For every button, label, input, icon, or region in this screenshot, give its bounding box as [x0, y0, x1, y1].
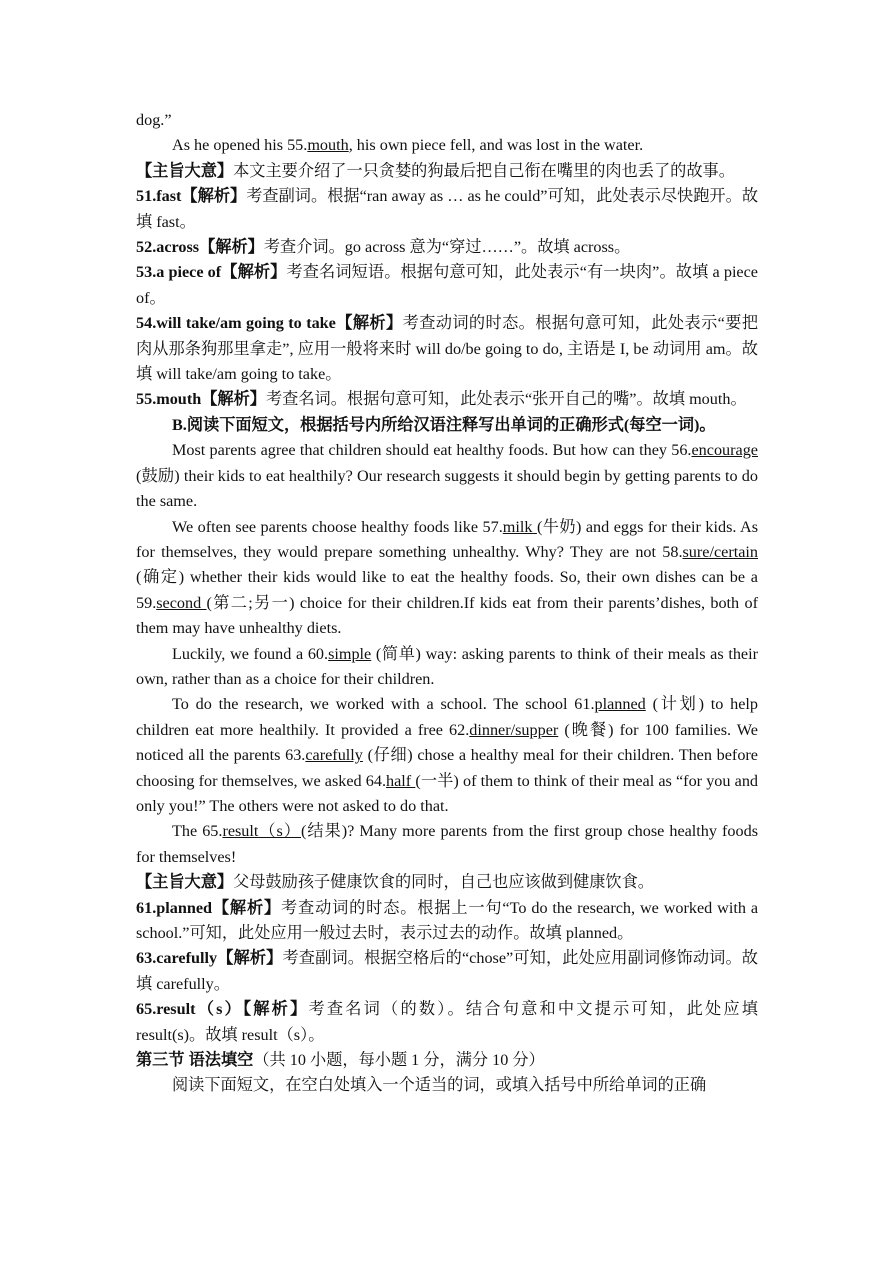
analysis-tag: 【解析】 [201, 390, 266, 409]
summary-label: 【主旨大意】 [136, 873, 234, 892]
text-span: (简单) way: asking parents to think of their meals as their own, rather than as a choice for their children. [136, 644, 758, 688]
analysis-tag: 【解析】 [212, 898, 282, 917]
summary-text: 本文主要介绍了一只贪婪的狗最后把自己衔在嘴里的肉也丢了的故事。 [233, 161, 735, 180]
analysis-text: 考查副词。根据“ran away as … as he could”可知，此处表示尽快跑开。故填 fast。 [136, 187, 759, 231]
answer-item-65 [136, 997, 758, 1048]
answer-55: mouth [307, 136, 349, 155]
analysis-tag: 【解析】 [335, 314, 403, 333]
summary-label: 【主旨大意】 [136, 161, 234, 180]
analysis-tag: 【解析】 [243, 1000, 309, 1019]
answer-key: 54.will take/am going to take [136, 314, 336, 333]
text-span: (仔细) chose a healthy meal for their children. Then before choosing for themselves, we asked 64. [136, 746, 758, 790]
answer-item-55 [136, 387, 758, 412]
answer-item-51 [136, 184, 758, 235]
answer-item-52 [136, 235, 758, 260]
text-span: (第二;另一) choice for their children.If kids eat from their parents’dishes, both of them may have unhealthy diets. [136, 593, 758, 638]
answer-item-61 [136, 896, 758, 947]
answer-59: second [156, 593, 207, 612]
section-3-title: 第三节 语法填空 [136, 1051, 254, 1070]
answer-item-63 [136, 946, 758, 997]
text-span: As he opened his 55. [172, 136, 308, 155]
answer-key: 55.mouth [136, 390, 202, 409]
section-b-heading: B.阅读下面短文，根据括号内所给汉语注释写出单词的正确形式(每空一词)。 [172, 415, 716, 434]
answer-key: 52.across [136, 238, 200, 257]
text-span: (晚餐) for 100 families. We noticed all the parents 63. [136, 720, 758, 765]
analysis-tag: 【解析】 [181, 187, 247, 206]
passage-b-paragraph-2 [136, 515, 758, 642]
passage-b-paragraph-1 [136, 438, 758, 514]
answer-key: 63.carefully [136, 949, 218, 968]
passage-b-paragraph-4 [136, 692, 758, 819]
text-span: Most parents agree that children should eat healthy foods. But how can they 56. [172, 441, 692, 460]
document-page [136, 108, 758, 1099]
analysis-text: 考查介词。go across 意为“穿过……”。故填 across。 [263, 238, 631, 257]
passage-a-paragraph-55 [136, 133, 758, 158]
passage-a-line: dog.” [136, 111, 172, 129]
answer-key: 65.result（s） [136, 1000, 243, 1019]
analysis-tag: 【解析】 [217, 949, 283, 968]
answer-62: dinner/supper [469, 720, 559, 739]
text-span: (鼓励) their kids to eat healthily? Our research suggests it should begin by getting parents to do the same. [136, 466, 758, 511]
text-span: We often see parents choose healthy foods like 57. [172, 517, 503, 536]
analysis-text: 考查名词。根据句意可知，此处表示“张开自己的嘴”。故填 mouth。 [265, 390, 747, 409]
analysis-text: 考查动词的时态。根据上一句“To do the research, we worked with a school.”可知，此处应用一般过去时，表示过去的动作。故填 planned。 [136, 898, 759, 942]
answer-56: encourage [691, 441, 758, 460]
section-3-desc: （共 10 小题，每小题 1 分，满分 10 分） [253, 1051, 545, 1070]
text-span: (牛奶) and eggs for their kids. As for themselves, they would prepare something unhealthy. Why? They are not 58. [136, 517, 758, 561]
analysis-text: 考查副词。根据空格后的“chose”可知，此处应用副词修饰动词。故填 carefully。 [136, 949, 758, 993]
text-span: The 65. [172, 822, 223, 841]
summary-text: 父母鼓励孩子健康饮食的同时，自己也应该做到健康饮食。 [233, 873, 654, 892]
analysis-text: 考查名词（的数）。结合句意和中文提示可知，此处应填 result(s)。故填 result（s）。 [136, 1000, 758, 1044]
answer-key: 61.planned [136, 898, 213, 917]
text-span: To do the research, we worked with a school. The school 61. [172, 695, 595, 714]
answer-item-53 [136, 260, 758, 311]
analysis-tag: 【解析】 [199, 238, 264, 257]
summary-b [136, 870, 758, 895]
answer-61: planned [594, 695, 646, 714]
text-span: (一半) of them to think of their meal as “for you and only you!” The others were not asked to do that. [136, 771, 759, 815]
answer-60: simple [328, 644, 372, 663]
answer-key: 51.fast [136, 187, 182, 206]
answer-63: carefully [305, 746, 363, 765]
summary-a [136, 159, 758, 184]
analysis-tag: 【解析】 [221, 263, 287, 282]
text-span: (计划) to help children eat more healthily. It provided a free 62. [136, 695, 758, 739]
section-3-heading [136, 1048, 758, 1073]
text-span: (结果)? Many more parents from the first group chose healthy foods for themselves! [136, 822, 758, 866]
answer-57: milk [502, 517, 537, 536]
answer-key: 53.a piece of [136, 263, 222, 282]
answer-58: sure/certain [682, 542, 758, 561]
text-span: Luckily, we found a 60. [172, 644, 329, 663]
passage-b-paragraph-5 [136, 819, 758, 870]
passage-b-paragraph-3 [136, 642, 758, 693]
analysis-text: 考查动词的时态。根据句意可知，此处表示“要把肉从那条狗那里拿走”, 应用一般将来时 will do/be going to do, 主语是 I, be 动词用 am。故填 will take/am going to take。 [136, 314, 759, 384]
analysis-text: 考查名词短语。根据句意可知，此处表示“有一块肉”。故填 a piece of。 [136, 263, 758, 307]
answer-64: half [386, 771, 416, 790]
answer-65: result（s） [222, 822, 302, 841]
answer-item-54 [136, 311, 758, 387]
section-3-instruction: 阅读下面短文，在空白处填入一个适当的词，或填入括号中所给单词的正确 [172, 1076, 707, 1095]
text-span: (确定) whether their kids would like to eat the healthy foods. So, their own dishes can be a 59. [136, 568, 758, 612]
text-span: , his own piece fell, and was lost in the water. [348, 136, 644, 155]
